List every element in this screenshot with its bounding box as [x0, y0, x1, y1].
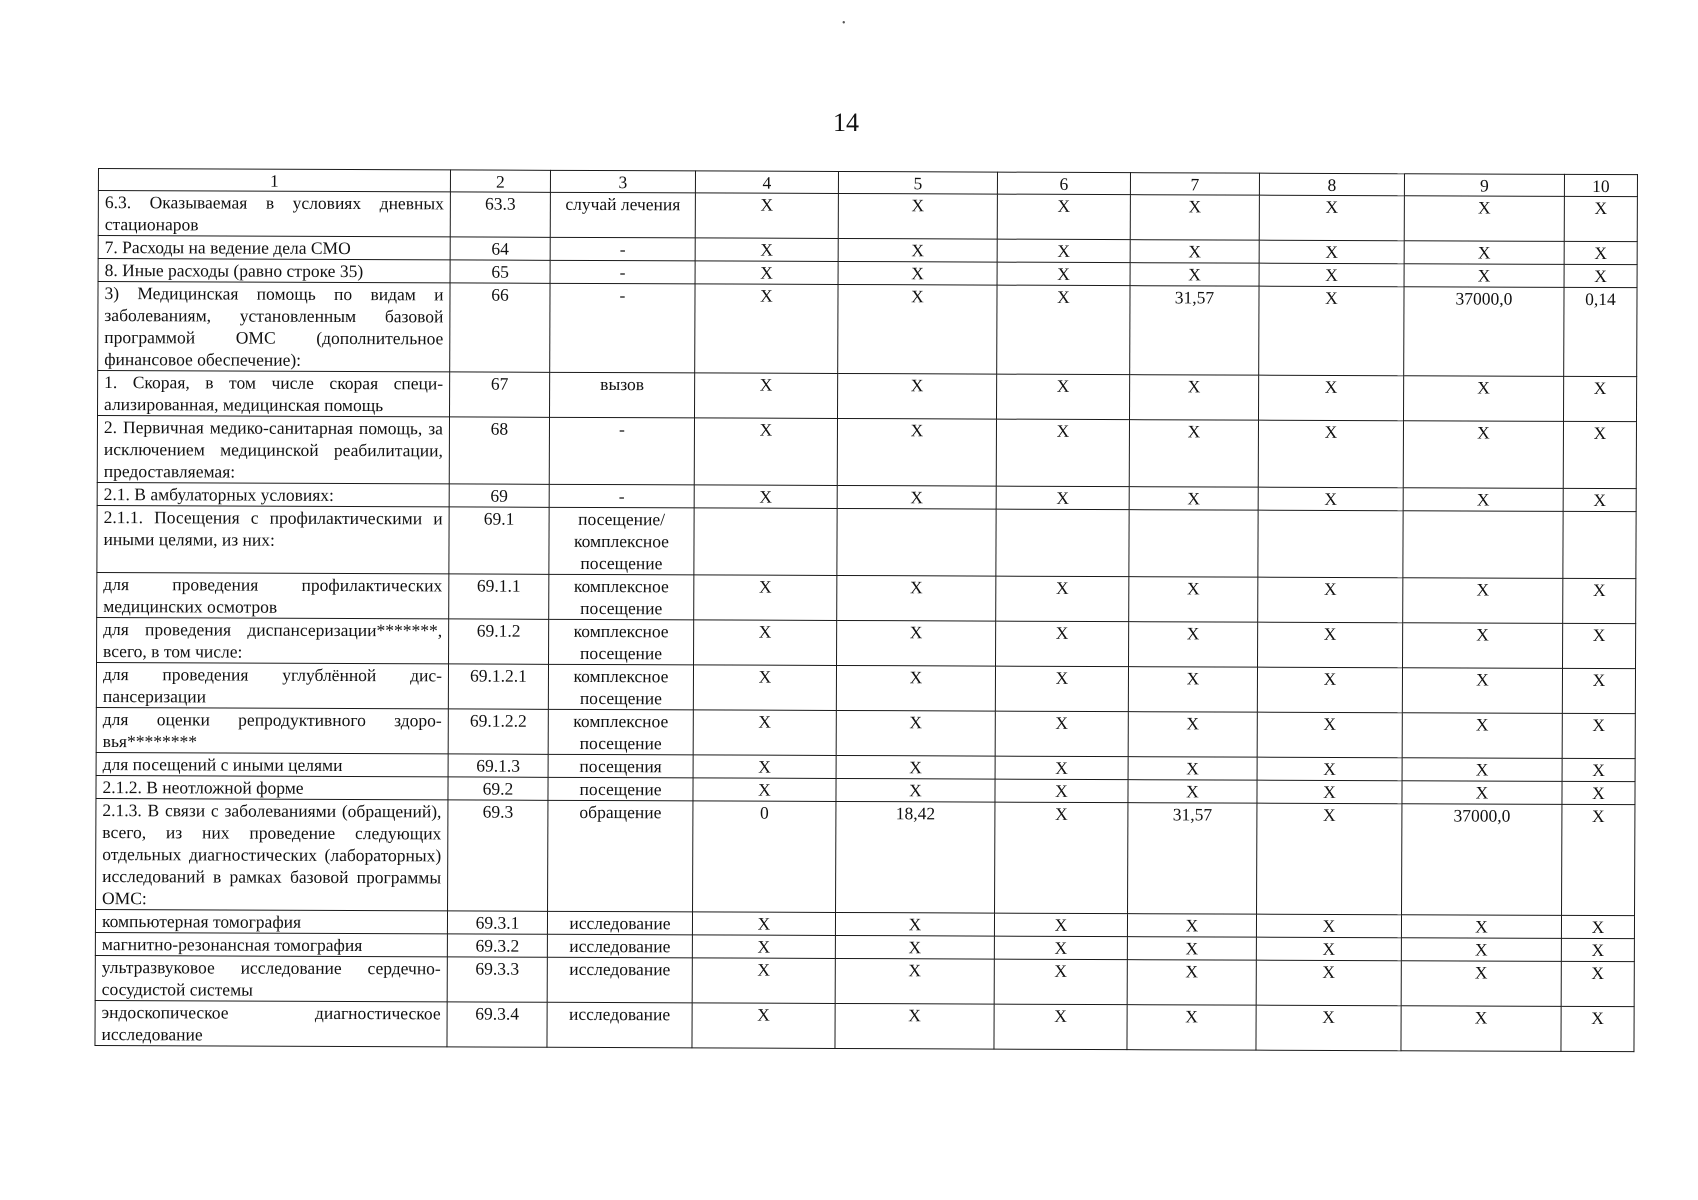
row-code: 67	[450, 372, 550, 417]
value-col-9: 37000,0	[1404, 287, 1564, 377]
value-col-6: X	[996, 486, 1129, 510]
column-header: 10	[1564, 174, 1637, 196]
value-col-8: X	[1258, 622, 1403, 668]
row-name: 8. Иные расходы (равно строке 35)	[98, 259, 450, 283]
row-code: 64	[450, 237, 550, 260]
row-name: 2.1.3. В связи с заболеваниями (обращений), всего, из них проведение следующих отдельных диагностических (лабораторных) исследований в рамках базовой программы ОМС:	[96, 798, 448, 910]
table-row	[98, 191, 1637, 242]
value-col-5: X	[836, 755, 995, 779]
value-col-4: X	[692, 935, 835, 959]
row-code: 69.1.2.2	[448, 709, 548, 754]
value-col-6: X	[994, 913, 1127, 937]
value-col-4: X	[695, 284, 838, 374]
column-header: 5	[838, 171, 997, 194]
value-col-4: X	[693, 778, 836, 802]
value-col-7: X	[1128, 667, 1257, 713]
value-col-8: X	[1256, 937, 1401, 961]
value-col-10: X	[1563, 623, 1636, 668]
value-col-7: 31,57	[1130, 286, 1259, 376]
value-col-6	[996, 509, 1129, 577]
value-col-8: X	[1258, 420, 1403, 488]
value-col-9: X	[1401, 938, 1561, 962]
value-col-5: X	[837, 418, 996, 486]
row-code: 68	[449, 417, 549, 484]
value-col-9: X	[1402, 713, 1562, 759]
value-col-6: X	[994, 1004, 1127, 1050]
value-col-8: X	[1259, 263, 1404, 287]
value-col-5: X	[838, 193, 997, 239]
row-unit: посещение	[548, 777, 693, 801]
row-unit: -	[549, 484, 694, 508]
value-col-6: X	[995, 779, 1128, 803]
value-col-7: X	[1130, 195, 1259, 241]
value-col-8: X	[1257, 757, 1402, 781]
value-col-7: X	[1128, 757, 1257, 781]
value-col-10	[1563, 511, 1636, 578]
column-header: 3	[550, 170, 695, 193]
value-col-10: X	[1561, 915, 1634, 938]
row-unit: вызов	[550, 372, 695, 418]
row-code: 69	[449, 484, 549, 507]
value-col-10: X	[1562, 668, 1635, 713]
value-col-4: X	[693, 665, 836, 711]
table-row	[97, 572, 1636, 623]
value-col-9: X	[1401, 961, 1561, 1007]
value-col-10: X	[1561, 961, 1634, 1006]
row-unit: обращение	[548, 800, 693, 912]
value-col-4: X	[692, 1003, 835, 1049]
value-col-8: X	[1256, 1005, 1401, 1051]
row-code: 69.1.2.1	[448, 664, 548, 709]
value-col-6: X	[995, 802, 1128, 914]
table-row	[98, 282, 1637, 377]
table-row	[96, 662, 1635, 713]
value-col-4: X	[694, 575, 837, 621]
value-col-6: X	[994, 959, 1127, 1005]
row-code: 69.3.4	[447, 1002, 547, 1047]
value-col-9: X	[1403, 488, 1563, 512]
row-unit: комплексное посещение	[548, 709, 693, 755]
value-col-5: X	[838, 373, 997, 419]
value-col-9: X	[1402, 668, 1562, 714]
row-unit: исследование	[547, 957, 692, 1003]
value-col-4: X	[694, 620, 837, 666]
value-col-6: X	[997, 262, 1130, 286]
value-col-4: X	[695, 238, 838, 262]
row-unit: комплексное посещение	[549, 619, 694, 665]
value-col-9: X	[1402, 758, 1562, 782]
value-col-5	[837, 508, 996, 576]
value-col-9: X	[1401, 915, 1561, 939]
row-code: 69.1	[449, 507, 549, 574]
value-col-8: X	[1257, 712, 1402, 758]
value-col-8: X	[1257, 667, 1402, 713]
row-name: ультразвуковое исследование сердечно-сосудистой системы	[95, 955, 447, 1001]
value-col-4: X	[692, 958, 835, 1004]
value-col-10: X	[1563, 376, 1636, 421]
row-name: для проведения профилактических медицинских осмотров	[97, 572, 449, 618]
row-unit: исследование	[547, 1002, 692, 1048]
row-code: 69.2	[448, 777, 548, 800]
value-col-8: X	[1257, 803, 1402, 915]
value-col-6: X	[996, 576, 1129, 622]
value-col-10: X	[1562, 781, 1635, 804]
value-col-5: X	[835, 958, 994, 1004]
row-unit: исследование	[547, 911, 692, 935]
row-unit: исследование	[547, 934, 692, 958]
value-col-7: X	[1127, 914, 1256, 938]
value-col-10: X	[1561, 938, 1634, 961]
value-col-6: X	[994, 936, 1127, 960]
row-name: 7. Расходы на ведение дела СМО	[98, 236, 450, 260]
value-col-4: X	[695, 261, 838, 285]
value-col-10: 0,14	[1564, 287, 1637, 376]
row-unit: комплексное посещение	[549, 574, 694, 620]
row-name: компьютерная томография	[95, 909, 447, 933]
value-col-6: X	[996, 621, 1129, 667]
value-col-7: 31,57	[1128, 803, 1257, 915]
value-col-9: X	[1403, 376, 1563, 422]
row-name: 2. Первичная медико-санитарная помощь, за исключением медицинской реабилитации, предоставляемая:	[97, 416, 449, 484]
value-col-6: X	[995, 711, 1128, 757]
value-col-10: X	[1564, 241, 1637, 264]
value-col-4	[694, 508, 837, 576]
row-name: 2.1. В амбулаторных условиях:	[97, 482, 449, 506]
value-col-9: X	[1402, 781, 1562, 805]
value-col-7: X	[1128, 780, 1257, 804]
value-col-6: X	[996, 419, 1129, 487]
row-code: 69.3.3	[447, 957, 547, 1002]
value-col-6: X	[995, 666, 1128, 712]
value-col-5: X	[838, 284, 997, 374]
value-col-8: X	[1259, 286, 1404, 376]
value-col-7: X	[1129, 375, 1258, 421]
row-name: эндоскопическое диагностическое исследование	[95, 1000, 447, 1046]
value-col-5: X	[836, 778, 995, 802]
column-header: 9	[1404, 174, 1564, 197]
value-col-9: X	[1404, 264, 1564, 288]
row-code: 65	[450, 260, 550, 283]
row-unit: случай лечения	[550, 192, 695, 238]
value-col-9: 37000,0	[1402, 804, 1562, 916]
table-row	[97, 416, 1636, 489]
row-code: 69.1.1	[449, 574, 549, 619]
value-col-5: X	[836, 710, 995, 756]
value-col-8: X	[1256, 960, 1401, 1006]
column-header: 4	[695, 171, 838, 194]
value-col-4: X	[694, 418, 837, 486]
table-row	[95, 1000, 1634, 1051]
row-name: для проведения углублённой диспансеризации	[96, 662, 448, 708]
value-col-6: X	[995, 756, 1128, 780]
value-col-4: X	[693, 710, 836, 756]
value-col-6: X	[997, 285, 1130, 375]
row-code: 66	[450, 283, 550, 372]
value-col-4: X	[694, 485, 837, 509]
row-unit: -	[549, 417, 694, 485]
column-header: 2	[450, 170, 550, 192]
row-code: 69.3	[448, 800, 548, 911]
page-number: 14	[833, 108, 859, 137]
table-row	[98, 371, 1637, 422]
value-col-8: X	[1259, 195, 1404, 241]
value-col-5: X	[835, 912, 994, 936]
value-col-4: X	[692, 912, 835, 936]
value-col-7: X	[1129, 622, 1258, 668]
value-col-6: X	[997, 194, 1130, 240]
value-col-4: X	[695, 193, 838, 239]
value-col-10: X	[1563, 488, 1636, 511]
row-unit: посещение/ комплексное посещение	[549, 507, 694, 575]
value-col-10: X	[1563, 421, 1636, 488]
value-col-7: X	[1129, 577, 1258, 623]
value-col-8	[1258, 510, 1403, 578]
table-row	[97, 617, 1636, 668]
value-col-4: X	[693, 755, 836, 779]
value-col-7: X	[1128, 712, 1257, 758]
row-code: 69.1.2	[449, 619, 549, 664]
tariff-table	[94, 168, 1638, 1052]
row-unit: -	[550, 237, 695, 261]
row-name: 3) Медицинская помощь по видам и заболеваниям, установленным базовой программой ОМС (дополнительное финансовое обеспечение):	[98, 282, 450, 372]
value-col-8: X	[1256, 914, 1401, 938]
row-unit: -	[550, 283, 695, 373]
value-col-4: X	[695, 373, 838, 419]
row-name: для оценки репродуктивного здоровья********	[96, 707, 448, 753]
row-code: 63.3	[450, 192, 550, 237]
row-name: для посещений с иными целями	[96, 752, 448, 776]
value-col-7: X	[1127, 937, 1256, 961]
row-unit: комплексное посещение	[548, 664, 693, 710]
value-col-10: X	[1563, 578, 1636, 623]
row-code: 69.3.2	[447, 934, 547, 957]
value-col-8: X	[1258, 487, 1403, 511]
row-name: 2.1.1. Посещения с профилактическими и иными целями, из них:	[97, 505, 449, 573]
value-col-7: X	[1127, 960, 1256, 1006]
value-col-5: X	[838, 238, 997, 262]
scan-speck: •	[842, 18, 846, 29]
value-col-10: X	[1562, 758, 1635, 781]
value-col-5: 18,42	[836, 801, 995, 913]
value-col-9: X	[1403, 623, 1563, 669]
value-col-4: 0	[693, 801, 836, 913]
value-col-7	[1129, 510, 1258, 578]
row-name: 1. Скорая, в том числе скорая специализированная, медицинская помощь	[98, 371, 450, 417]
row-code: 69.3.1	[447, 911, 547, 934]
column-header: 6	[997, 172, 1130, 195]
row-unit: -	[550, 260, 695, 284]
value-col-8: X	[1258, 577, 1403, 623]
value-col-5: X	[835, 935, 994, 959]
value-col-10: X	[1564, 264, 1637, 287]
value-col-10: X	[1562, 804, 1635, 915]
value-col-5: X	[838, 261, 997, 285]
value-col-8: X	[1258, 375, 1403, 421]
value-col-7: X	[1130, 240, 1259, 264]
table-row	[97, 505, 1636, 578]
value-col-7: X	[1127, 1005, 1256, 1051]
value-col-7: X	[1129, 420, 1258, 488]
column-header: 8	[1259, 173, 1404, 196]
value-col-8: X	[1257, 780, 1402, 804]
value-col-10: X	[1562, 713, 1635, 758]
value-col-7: X	[1130, 263, 1259, 287]
value-col-5: X	[836, 665, 995, 711]
value-col-8: X	[1259, 240, 1404, 264]
column-header: 1	[98, 169, 450, 192]
row-name: 2.1.2. В неотложной форме	[96, 775, 448, 799]
value-col-5: X	[837, 620, 996, 666]
row-unit: посещения	[548, 754, 693, 778]
value-col-6: X	[997, 239, 1130, 263]
value-col-7: X	[1129, 487, 1258, 511]
row-code: 69.1.3	[448, 754, 548, 777]
value-col-5: X	[837, 485, 996, 509]
row-name: 6.3. Оказываемая в условиях дневных стационаров	[98, 191, 450, 237]
value-col-10: X	[1561, 1006, 1634, 1051]
value-col-10: X	[1564, 196, 1637, 241]
value-col-9: X	[1404, 196, 1564, 242]
value-col-9: X	[1404, 241, 1564, 265]
value-col-5: X	[835, 1003, 994, 1049]
value-col-9	[1403, 511, 1563, 579]
value-col-9: X	[1403, 421, 1563, 489]
value-col-9: X	[1403, 578, 1563, 624]
value-col-9: X	[1401, 1006, 1561, 1052]
table-row	[96, 798, 1635, 915]
column-header: 7	[1130, 173, 1259, 196]
table-row	[96, 707, 1635, 758]
value-col-6: X	[996, 374, 1129, 420]
table-row	[95, 955, 1634, 1006]
row-name: магнитно-резонансная томография	[95, 932, 447, 956]
row-name: для проведения диспансеризации*******, всего, в том числе:	[97, 617, 449, 663]
value-col-5: X	[837, 575, 996, 621]
